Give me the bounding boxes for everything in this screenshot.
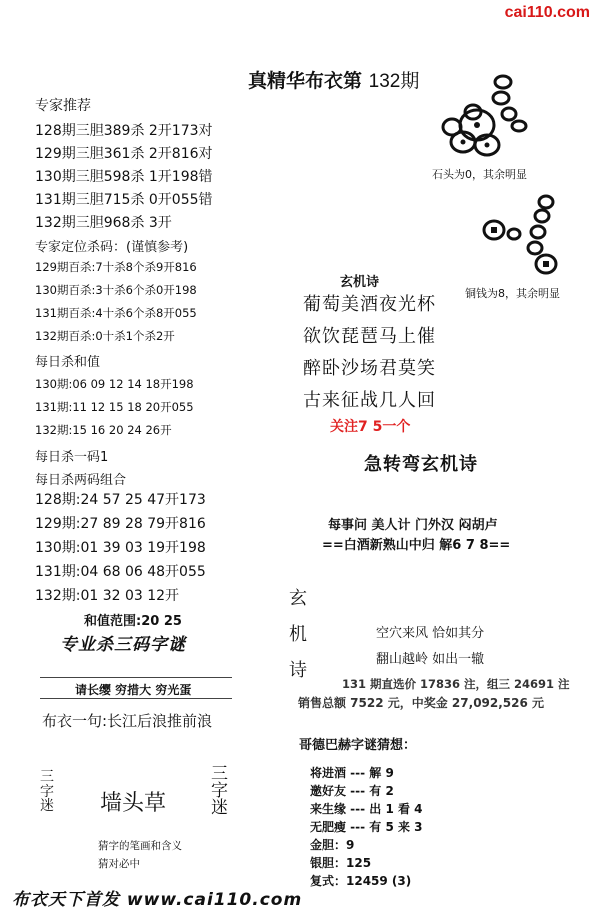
sales-line: 销售总额 7522 元，中奖金 27,092,526 元 (298, 696, 545, 710)
goethe-heading: 哥德巴赫字谜猜想： (299, 738, 417, 753)
position-kill-line: 132期百杀:0十杀1个杀2开 (35, 329, 175, 343)
expert-line: 132期三胆968杀 3开 (35, 215, 172, 231)
xuanji-char: 诗 (289, 660, 307, 681)
xuanji-line: 翻山越岭 如出一辙 (376, 652, 485, 667)
two-code-line: 131期:04 68 06 48开055 (35, 564, 206, 580)
two-code-line: 130期:01 39 03 19开198 (35, 540, 206, 556)
xuanji-char: 机 (289, 624, 307, 645)
twist-heading: 急转弯玄机诗 (364, 454, 478, 475)
sales-line: 131 期直选价 17836 注，组三 24691 注 (342, 677, 570, 691)
sum-range: 和值范围:20 25 (84, 614, 182, 629)
expert-line: 128期三胆389杀 2开173对 (35, 123, 213, 139)
position-kill-line: 129期百杀:7十杀8个杀9开816 (35, 260, 197, 274)
goethe-line: 无肥瘦 --- 有 5 来 3 (310, 820, 423, 834)
site-logo[interactable]: cai110.com (504, 4, 590, 21)
hint-line: 猜字的笔画和含义 (98, 840, 182, 852)
buyi-line: 布衣一句:长江后浪推前浪 (42, 712, 213, 730)
stone-chain-graphic (425, 70, 535, 165)
expert-line: 131期三胆715杀 0开055错 (35, 192, 213, 208)
coin-caption: 铜钱为8，其余明显 (465, 287, 560, 300)
riddle-title: 专业杀三码字谜 (60, 635, 186, 655)
expert-heading: 专家推荐 (35, 98, 91, 114)
position-kill-line: 131期百杀:4十杀6个杀8开055 (35, 306, 197, 320)
stone-caption: 石头为0，其余明显 (432, 168, 527, 181)
twist-line: 每事问 美人计 门外汉 闷胡卢 (328, 518, 498, 533)
two-code-line: 128期:24 57 25 47开173 (35, 492, 206, 508)
title-text: 真精华布衣第 (248, 70, 363, 92)
footer[interactable]: 布衣天下首发 www.cai110.com (12, 890, 303, 910)
sum-kill-line: 130期:06 09 12 14 18开198 (35, 377, 194, 391)
title-issue: 132期 (368, 71, 420, 92)
divider (40, 677, 232, 678)
expert-line: 129期三胆361杀 2开816对 (35, 146, 213, 162)
three-char-right: 三字迷 (211, 764, 228, 818)
two-code-line: 132期:01 32 03 12开 (35, 588, 180, 604)
goethe-line: 将进酒 --- 解 9 (310, 766, 394, 780)
sum-kill-heading: 每日杀和值 (35, 355, 101, 370)
silver-pick: 银胆：125 (310, 856, 372, 870)
poem-heading: 玄机诗 (340, 275, 380, 290)
riddle-line: 请长缨 穷措大 穷光蛋 (75, 683, 192, 697)
poem-line: 古来征战几人回 (303, 390, 436, 411)
coin-chain-graphic (480, 192, 560, 282)
twist-line: ==白酒新熟山中归 解6 7 8== (322, 538, 511, 553)
follow-note: 关注7 5一个 (330, 419, 411, 435)
xuanji-line: 空穴来风 恰如其分 (376, 626, 485, 641)
sum-kill-line: 131期:11 12 15 18 20开055 (35, 400, 194, 414)
expert-line: 130期三胆598杀 1开198错 (35, 169, 213, 185)
multi-pick: 复式：12459 (3) (310, 874, 412, 888)
sum-kill-line: 132期:15 16 20 24 26开 (35, 423, 172, 437)
poem-line: 欲饮琵琶马上催 (303, 326, 436, 347)
two-code-line: 129期:27 89 28 79开816 (35, 516, 206, 532)
poem-line: 醉卧沙场君莫笑 (303, 358, 436, 379)
goethe-line: 来生缘 --- 出 1 看 4 (310, 802, 423, 816)
gold-pick: 金胆：9 (310, 838, 355, 852)
two-code-heading: 每日杀两码组合 (35, 473, 127, 488)
xuanji-char: 玄 (289, 588, 307, 609)
three-char-answer: 墙头草 (100, 791, 167, 816)
page-title (248, 66, 419, 93)
hint-line: 猜对必中 (98, 858, 140, 870)
poem-line: 葡萄美酒夜光杯 (303, 294, 436, 315)
position-kill-line: 130期百杀:3十杀6个杀0开198 (35, 283, 197, 297)
goethe-line: 邀好友 --- 有 2 (310, 784, 394, 798)
three-char-left: 三字迷 (40, 769, 54, 815)
daily-kill-one: 每日杀一码1 (35, 450, 109, 465)
position-kill-heading: 专家定位杀码：(谨慎参考) (35, 240, 189, 255)
divider (40, 698, 232, 699)
